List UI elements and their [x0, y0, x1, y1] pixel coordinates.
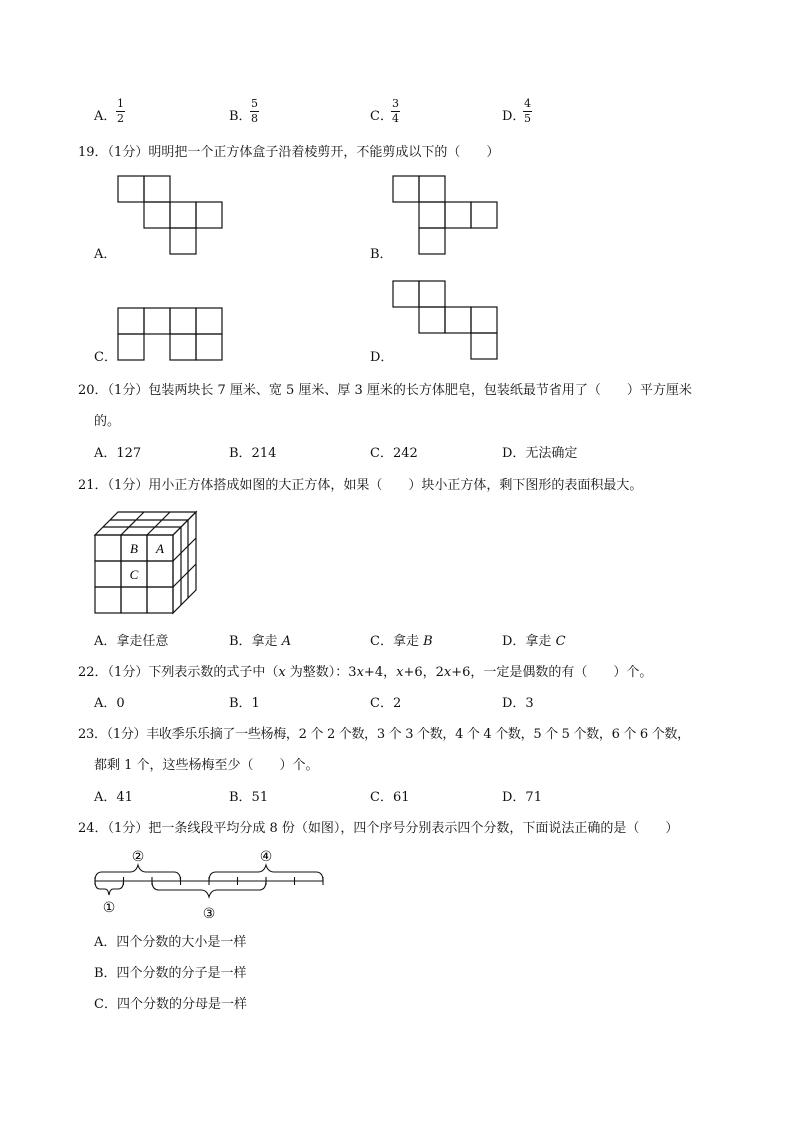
q22-x3: x [443, 665, 452, 680]
q19-option-b-label[interactable]: B． [370, 247, 393, 262]
q22-stem-mid: 为整数）：3 [285, 665, 357, 680]
q22-stem-pre: 22．（1分）下列表示数的式子中（ [78, 665, 279, 680]
q19-stem: 19．（1分）明明把一个正方体盒子沿着棱剪开，不能剪成以下的（ ） [78, 145, 500, 160]
q22-option-b[interactable]: B．1 [229, 696, 260, 711]
q23-stem-line1: 23．（1分）丰收季乐乐摘了一些杨梅，2 个 2 个数，3 个 3 个数，4 个 4 个数，5 个 5 个数，6 个 6 个数， [78, 727, 690, 742]
q21-cube-diagram [94, 508, 204, 613]
q21-option-b[interactable] [229, 634, 291, 650]
q19-net-a-diagram [110, 168, 230, 258]
q22-option-a[interactable]: A．0 [94, 696, 125, 711]
cube-label-a: A [156, 541, 164, 556]
q22-option-d[interactable]: D．3 [502, 696, 534, 711]
q22-x2: x [396, 665, 404, 680]
denominator: 2 [117, 112, 124, 125]
q18-option-b-label[interactable]: B． [229, 109, 252, 124]
cube-label-c: C [129, 567, 139, 582]
numerator: 1 [117, 97, 124, 110]
q19-option-d-label[interactable]: D． [370, 350, 394, 365]
mark-2: ② [131, 849, 145, 865]
q24-segment-diagram [92, 845, 332, 925]
brace-1 [95, 881, 124, 895]
q23-option-d[interactable]: D．71 [502, 790, 542, 805]
q23-option-c[interactable]: C．61 [370, 790, 410, 805]
q18-option-c-fraction [391, 98, 400, 125]
q21-stem: 21．（1分）用小正方体搭成如图的大正方体，如果（ ）块小正方体，剩下图形的表面积最大。 [78, 478, 643, 493]
denominator: 8 [251, 112, 258, 125]
q21-option-c-var: B [423, 634, 433, 649]
q21-option-b-text: B．拿走 [229, 634, 282, 649]
q22-stem [78, 665, 652, 681]
q22-e3: +6，一定是偶数的有（ ）个。 [451, 665, 653, 680]
denominator: 4 [392, 112, 399, 125]
q18-option-c-label[interactable]: C． [370, 109, 393, 124]
q21-option-d-text: D．拿走 [502, 634, 556, 649]
q22-e2: +6，2 [403, 665, 444, 680]
q21-option-c-text: C．拿走 [370, 634, 424, 649]
q24-option-c[interactable]: C．四个分数的分母是一样 [94, 997, 247, 1012]
q20-option-a[interactable]: A．127 [94, 446, 142, 461]
q19-net-d-diagram [385, 273, 505, 363]
q20-option-d[interactable]: D．无法确定 [502, 446, 578, 461]
q22-x1: x [356, 665, 364, 680]
denominator: 5 [524, 112, 531, 125]
q19-net-b-diagram [385, 168, 505, 258]
q18-option-a-label[interactable]: A． [94, 109, 117, 124]
q18-option-d-fraction [523, 98, 532, 125]
q21-option-d-var: C [555, 634, 566, 649]
q20-stem-line2: 的。 [94, 414, 121, 429]
q21-option-c[interactable] [370, 634, 433, 650]
q21-option-a-text: A．拿走任意 [94, 634, 169, 649]
q21-option-b-var: A [281, 634, 292, 649]
q23-option-a[interactable]: A．41 [94, 790, 133, 805]
q21-option-d[interactable] [502, 634, 566, 650]
q18-option-b-fraction [250, 98, 259, 125]
q23-stem-line2: 都剩 1 个，这些杨梅至少（ ）个。 [94, 758, 319, 773]
cube-label-b: B [130, 541, 138, 556]
q22-e1: +4， [363, 665, 397, 680]
mark-3: ③ [202, 906, 216, 922]
q24-option-a[interactable]: A．四个分数的大小是一样 [94, 935, 247, 950]
q22-option-c[interactable]: C．2 [370, 696, 402, 711]
q22-var: x [278, 665, 286, 680]
brace-2 [95, 865, 181, 881]
q19-net-c-diagram [110, 300, 230, 364]
q20-option-b[interactable]: B．214 [229, 446, 277, 461]
q19-option-a-label[interactable]: A． [94, 247, 117, 262]
q19-option-c-label[interactable]: C． [94, 350, 117, 365]
q18-option-d-label[interactable]: D． [502, 109, 526, 124]
numerator: 5 [251, 97, 258, 110]
q20-stem-line1: 20．（1分）包装两块长 7 厘米、宽 5 厘米、厚 3 厘米的长方体肥皂，包装纸最节省用了（ ）平方厘米 [78, 383, 692, 398]
mark-4: ④ [259, 849, 273, 865]
mark-1: ① [102, 900, 116, 916]
q24-option-b[interactable]: B．四个分数的分子是一样 [94, 966, 247, 981]
numerator: 4 [524, 97, 531, 110]
q18-option-a-fraction [116, 98, 125, 125]
q23-option-b[interactable]: B．51 [229, 790, 269, 805]
q20-option-c[interactable]: C．242 [370, 446, 418, 461]
numerator: 3 [392, 97, 399, 110]
q21-option-a[interactable] [94, 634, 168, 650]
q24-stem: 24．（1分）把一条线段平均分成 8 份（如图），四个序号分别表示四个分数，下面说法正确的是（ ） [78, 821, 679, 836]
